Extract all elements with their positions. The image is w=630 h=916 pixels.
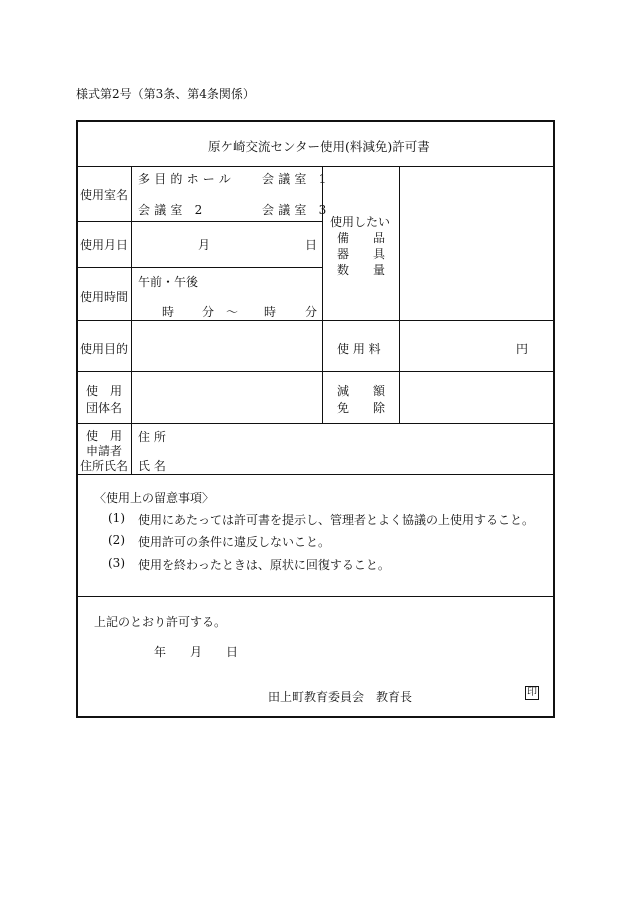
time-range-tilde: ～ — [226, 305, 239, 319]
end-minute-unit: 分 — [305, 305, 318, 319]
date-row-divider — [76, 267, 322, 268]
approval-month-unit: 月 — [190, 645, 203, 659]
purpose-row-divider — [76, 371, 555, 372]
issuer-name: 田上町教育委員会 教育長 — [268, 690, 413, 704]
form-number: 様式第2号（第3条、第4条関係） — [76, 87, 255, 101]
equipment-label-line2: 備 品 — [337, 231, 386, 245]
date-label: 使用月日 — [80, 238, 129, 252]
room-option-meeting-2: 会議室 2 — [138, 203, 207, 217]
approval-day-unit: 日 — [226, 645, 239, 659]
date-month-unit: 月 — [198, 238, 211, 252]
note-2-number: (2) — [108, 533, 125, 547]
fee-label: 使 用 料 — [337, 342, 381, 356]
am-pm-option: 午前・午後 — [138, 275, 199, 289]
start-minute-unit: 分 — [202, 305, 215, 319]
notes-heading: 〈使用上の留意事項〉 — [94, 491, 215, 505]
start-hour-unit: 時 — [162, 305, 175, 319]
notes-divider — [76, 596, 555, 597]
seal-box: 印 — [527, 687, 537, 698]
room-option-meeting-3: 会議室 3 — [262, 203, 331, 217]
purpose-label: 使用目的 — [80, 342, 129, 356]
time-row-divider — [76, 320, 555, 321]
note-1-text: 使用にあたっては許可書を提示し、管理者とよく協議の上使用すること。 — [138, 513, 535, 527]
applicant-label-line2: 申請者 — [86, 444, 123, 458]
exemption-label-line2: 免 除 — [337, 401, 386, 415]
room-option-hall: 多目的ホール — [138, 172, 235, 186]
applicant-label-line1: 使 用 — [86, 429, 123, 443]
applicant-label-line3: 住所氏名 — [80, 459, 129, 473]
applicant-address-label: 住 所 — [138, 430, 166, 444]
title-divider — [76, 166, 555, 167]
note-2-text: 使用許可の条件に違反しないこと。 — [138, 535, 331, 549]
group-label-line2: 団体名 — [86, 401, 123, 415]
end-hour-unit: 時 — [264, 305, 277, 319]
right-label-column-divider — [399, 166, 400, 423]
applicant-name-label: 氏 名 — [138, 459, 166, 473]
exemption-label-line1: 減 額 — [337, 384, 386, 398]
date-day-unit: 日 — [305, 238, 318, 252]
label-column-divider — [131, 166, 132, 474]
room-option-meeting-1: 会議室 1 — [262, 172, 331, 186]
note-3-number: (3) — [108, 556, 125, 570]
approval-statement: 上記のとおり許可する。 — [94, 615, 227, 629]
form-title: 原ケ崎交流センター使用(料減免)許可書 — [208, 139, 430, 154]
group-row-divider — [76, 423, 555, 424]
equipment-label-line1: 使用したい — [330, 215, 391, 229]
room-label: 使用室名 — [80, 188, 129, 202]
note-1-number: (1) — [108, 511, 125, 525]
equipment-label-line3: 器 具 — [337, 247, 386, 261]
group-label-line1: 使 用 — [86, 384, 123, 398]
time-label: 使用時間 — [80, 290, 129, 304]
room-row-divider — [76, 221, 322, 222]
note-3-text: 使用を終わったときは、原状に回復すること。 — [138, 558, 390, 572]
approval-year-unit: 年 — [154, 645, 167, 659]
fee-yen-unit: 円 — [516, 342, 529, 356]
applicant-row-divider — [76, 474, 555, 475]
equipment-label-line4: 数 量 — [337, 263, 386, 277]
